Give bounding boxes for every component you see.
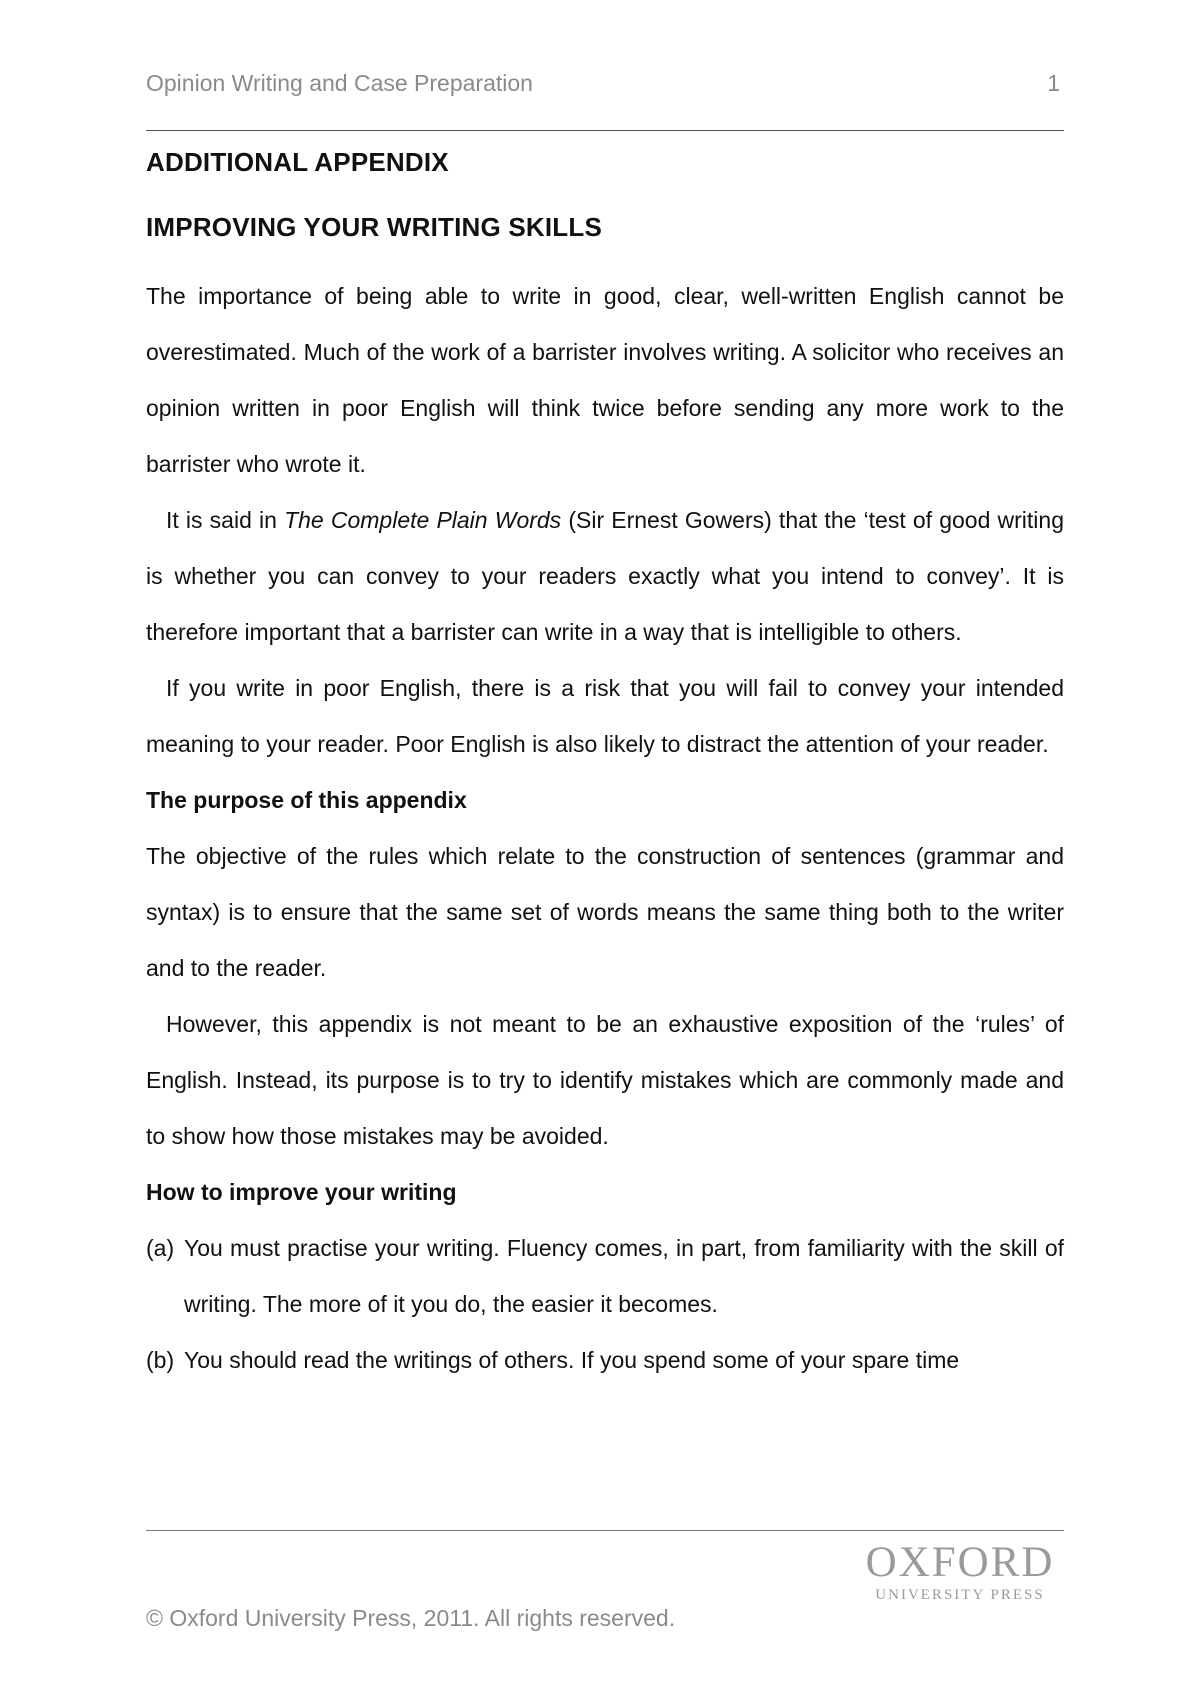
logo-main: OXFORD (865, 1539, 1055, 1586)
paragraph-3: If you write in poor English, there is a risk that you will fail to convey your intended meaning to your reader. Poor English is also likely to distract the attention of your reader. (146, 675, 1064, 757)
list-text-a: You must practise your writing. Fluency comes, in part, from familiarity with the skill of writing. The more of it you do, the easier it becomes. (184, 1235, 1064, 1317)
paragraph-1: The importance of being able to write in good, clear, well-written English cannot be overestimated. Much of the work of a barrister involves writing. A solicitor who receives an opinion written in poor English will think twice before sending any more work to the barrister who wrote it. (146, 283, 1064, 477)
oxford-logo (860, 1540, 1060, 1604)
list-marker-a: (a) (146, 1235, 175, 1261)
footer-rule (146, 1530, 1064, 1531)
logo-sub: UNIVERSITY PRESS (875, 1587, 1045, 1603)
appendix-heading: ADDITIONAL APPENDIX (146, 147, 449, 177)
list-marker-b: (b) (146, 1347, 175, 1373)
document-page (146, 0, 1064, 1696)
paragraph-2-end: (Sir Ernest Gowers) that the ‘test of good writing is whether you can convey to your readers exactly what you intend to convey’. It is therefore important that a barrister can write in a way that is intelligible to others. (146, 507, 1064, 645)
page-title: IMPROVING YOUR WRITING SKILLS (146, 212, 603, 242)
paragraph-5: However, this appendix is not meant to be an exhaustive exposition of the ‘rules’ of English. Instead, its purpose is to try to identify mistakes which are commonly made and to show how those mistakes may be avoided. (146, 1011, 1064, 1149)
subheading-purpose: The purpose of this appendix (146, 787, 467, 813)
running-header (146, 70, 1064, 104)
body-text (146, 268, 1064, 1388)
paragraph-2 (146, 492, 1064, 660)
list-item-a (146, 1220, 1064, 1332)
copyright-notice: © Oxford University Press, 2011. All rights reserved. (146, 1605, 676, 1631)
paragraph-2-start: It is said in (166, 507, 285, 533)
list-text-b: You should read the writings of others. If you spend some of your spare time (184, 1347, 960, 1373)
paragraph-4: The objective of the rules which relate to the construction of sentences (grammar and syntax) is to ensure that the same set of words means the same thing both to the writer and to the reader. (146, 843, 1064, 981)
subheading-improve: How to improve your writing (146, 1179, 457, 1205)
page-number: 1 (1047, 70, 1060, 96)
header-rule (146, 130, 1064, 131)
running-title: Opinion Writing and Case Preparation (146, 70, 533, 96)
book-title: The Complete Plain Words (284, 507, 562, 533)
list-item-b (146, 1332, 1064, 1388)
